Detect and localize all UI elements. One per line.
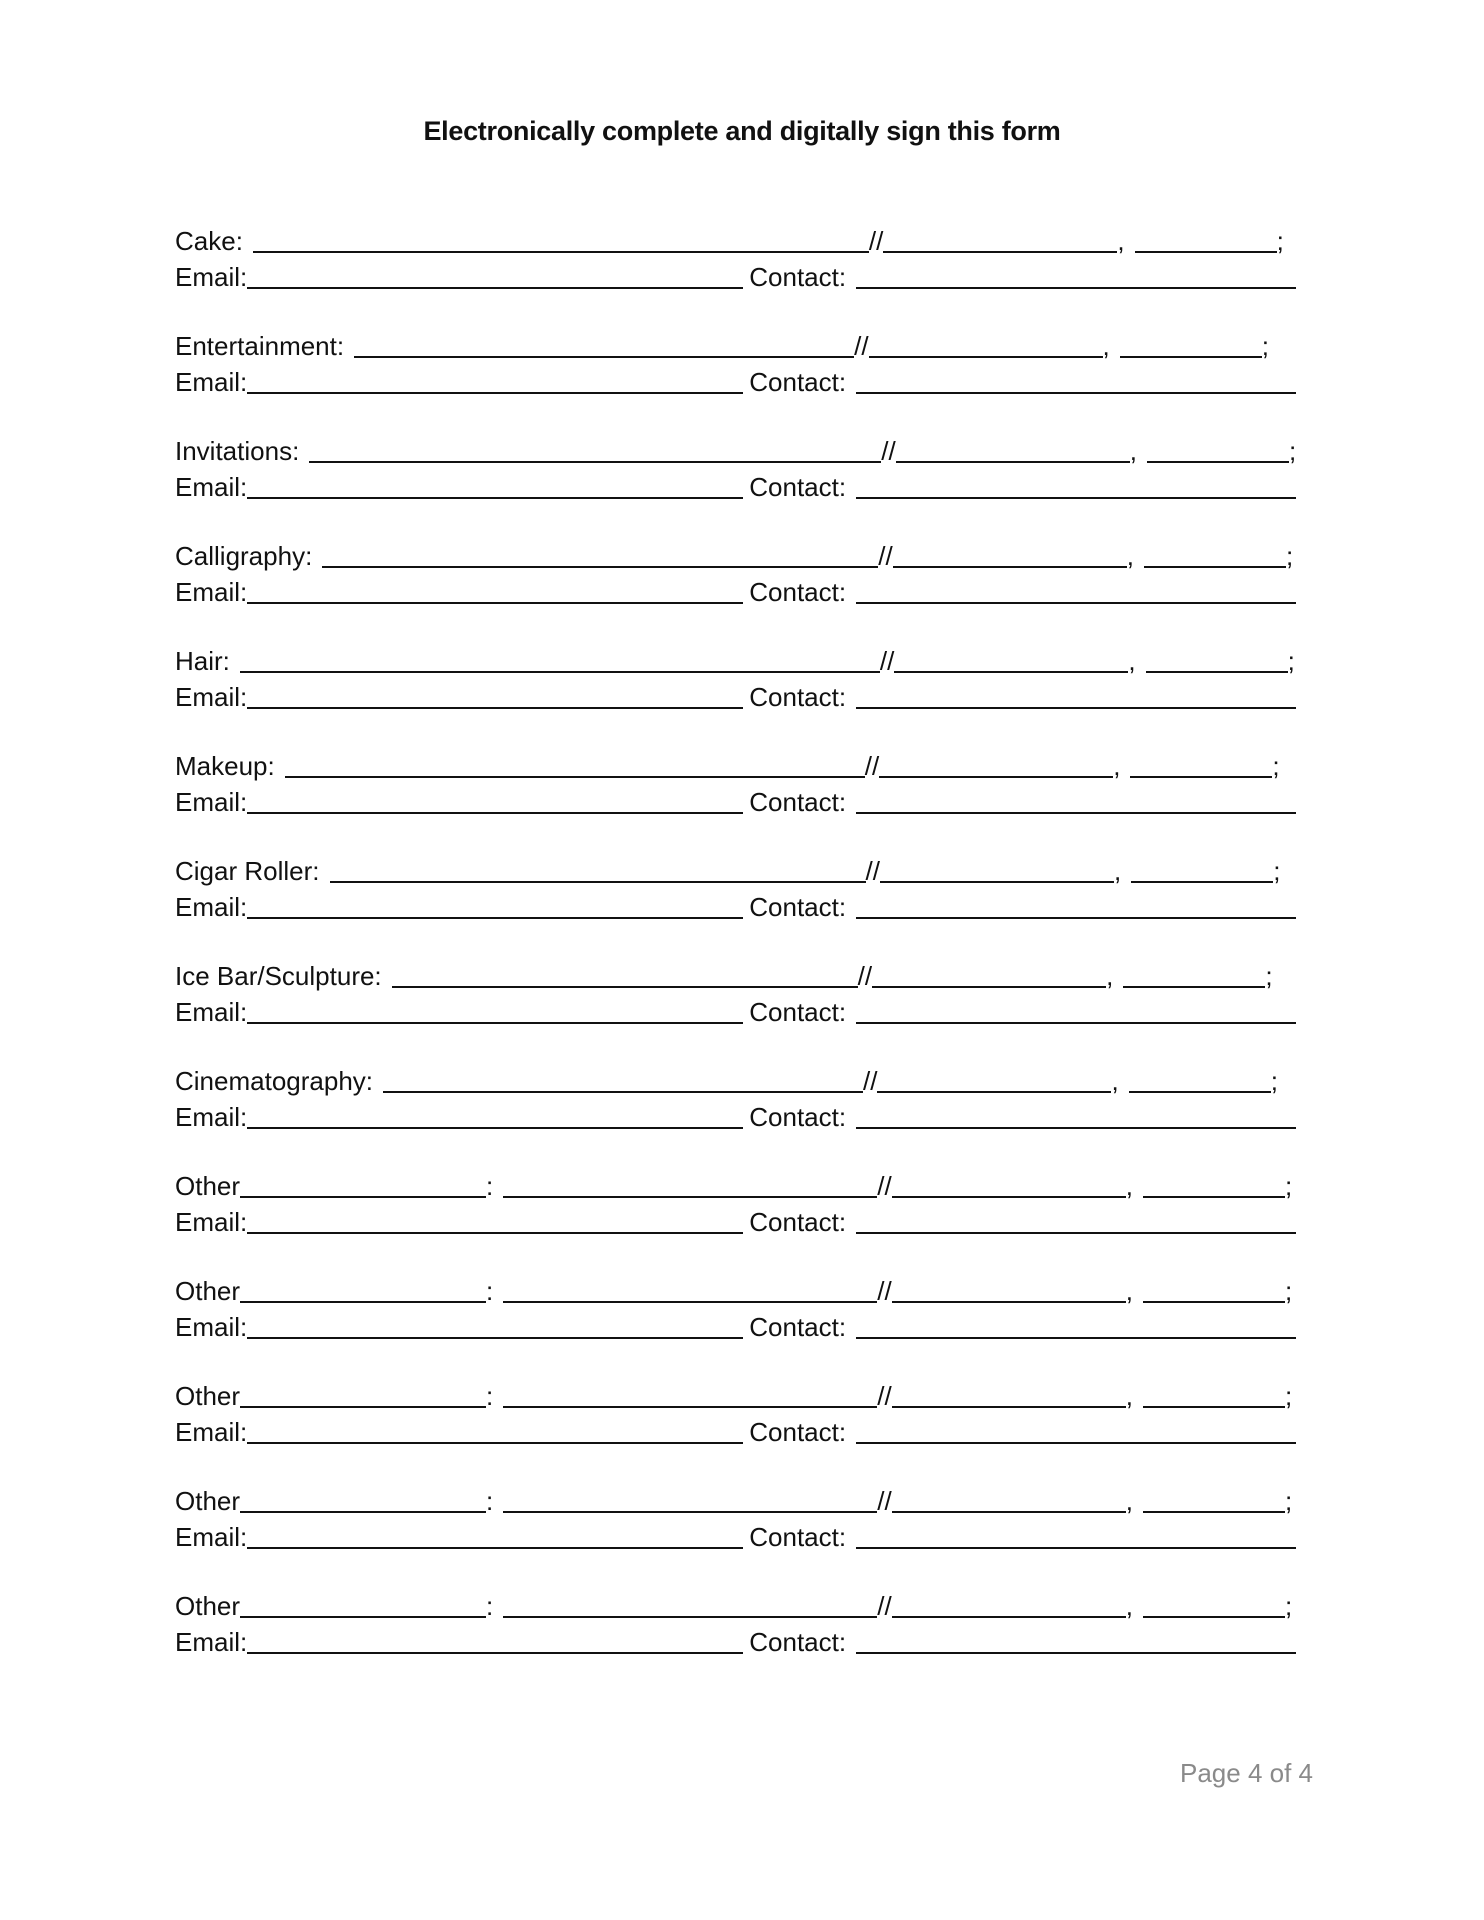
email-field[interactable]	[247, 1204, 743, 1234]
vendor-row	[175, 325, 1315, 361]
email-label: Email:	[175, 997, 248, 1027]
date-separator: //	[863, 1066, 878, 1096]
amount-field[interactable]	[1120, 328, 1262, 358]
vendor-label: Cigar Roller:	[175, 856, 320, 886]
vendor-row	[175, 1480, 1315, 1516]
contact-field[interactable]	[856, 1414, 1296, 1444]
comma-separator: ,	[1125, 1486, 1133, 1516]
vendor-form	[175, 220, 1315, 1690]
comma-separator: ,	[1125, 1381, 1133, 1411]
contact-field[interactable]	[856, 1099, 1296, 1129]
date-field[interactable]	[893, 538, 1127, 568]
vendor-name-field[interactable]	[253, 223, 869, 253]
vendor-label: Other	[175, 1591, 241, 1621]
semicolon-separator: ;	[1284, 1591, 1293, 1621]
other-category-field[interactable]	[240, 1168, 486, 1198]
comma-separator: ,	[1113, 751, 1121, 781]
amount-field[interactable]	[1147, 433, 1289, 463]
comma-separator: ,	[1125, 1591, 1133, 1621]
contact-label: Contact:	[749, 1207, 847, 1237]
vendor-label: Other	[175, 1171, 241, 1201]
email-contact-row	[175, 991, 1315, 1027]
email-label: Email:	[175, 367, 248, 397]
email-contact-row	[175, 886, 1315, 922]
vendor-label: Calligraphy:	[175, 541, 313, 571]
vendor-name-field[interactable]	[503, 1588, 877, 1618]
date-separator: //	[881, 436, 896, 466]
semicolon-separator: ;	[1272, 751, 1280, 781]
email-label: Email:	[175, 1102, 248, 1132]
email-field[interactable]	[247, 364, 743, 394]
comma-separator: ,	[1102, 331, 1110, 361]
page-number: Page 4 of 4	[1180, 1758, 1313, 1788]
colon-separator: :	[486, 1276, 494, 1306]
comma-separator: ,	[1111, 1066, 1119, 1096]
date-field[interactable]	[879, 748, 1113, 778]
email-contact-row	[175, 466, 1315, 502]
semicolon-separator: ;	[1287, 646, 1295, 676]
email-field[interactable]	[247, 259, 743, 289]
date-separator: //	[877, 1486, 892, 1516]
semicolon-separator: ;	[1273, 856, 1281, 886]
email-label: Email:	[175, 1312, 248, 1342]
date-field[interactable]	[894, 643, 1128, 673]
email-field[interactable]	[247, 1309, 743, 1339]
contact-label: Contact:	[749, 1522, 847, 1552]
semicolon-separator: ;	[1276, 226, 1284, 256]
vendor-entry-ice-bar-sculpture	[175, 955, 1315, 1060]
vendor-row	[175, 430, 1315, 466]
vendor-row	[175, 535, 1315, 571]
semicolon-separator: ;	[1285, 541, 1294, 571]
vendor-row	[175, 1375, 1315, 1411]
contact-label: Contact:	[749, 892, 847, 922]
vendor-name-field[interactable]	[330, 853, 866, 883]
vendor-row	[175, 745, 1315, 781]
vendor-entry-other-5	[175, 1585, 1315, 1690]
contact-label: Contact:	[749, 577, 847, 607]
amount-field[interactable]	[1135, 223, 1277, 253]
email-field[interactable]	[247, 1624, 743, 1654]
vendor-row	[175, 640, 1315, 676]
vendor-label: Entertainment:	[175, 331, 345, 361]
amount-field[interactable]	[1131, 853, 1273, 883]
contact-label: Contact:	[749, 997, 847, 1027]
colon-separator: :	[486, 1486, 494, 1516]
contact-label: Contact:	[749, 787, 847, 817]
other-category-field[interactable]	[240, 1588, 486, 1618]
vendor-entry-other-2	[175, 1270, 1315, 1375]
date-field[interactable]	[892, 1378, 1126, 1408]
email-label: Email:	[175, 577, 248, 607]
colon-separator: :	[486, 1591, 494, 1621]
date-field[interactable]	[880, 853, 1114, 883]
amount-field[interactable]	[1143, 1483, 1285, 1513]
amount-field[interactable]	[1129, 1063, 1271, 1093]
comma-separator: ,	[1125, 1171, 1133, 1201]
vendor-name-field[interactable]	[354, 328, 854, 358]
email-field[interactable]	[247, 1519, 743, 1549]
page-title: Electronically complete and digitally sign this form	[423, 116, 1061, 146]
semicolon-separator: ;	[1265, 961, 1273, 991]
vendor-name-field[interactable]	[503, 1168, 877, 1198]
contact-field[interactable]	[856, 1204, 1296, 1234]
contact-label: Contact:	[749, 682, 847, 712]
amount-field[interactable]	[1146, 643, 1288, 673]
contact-field[interactable]	[856, 889, 1296, 919]
date-field[interactable]	[877, 1063, 1111, 1093]
email-contact-row	[175, 1621, 1315, 1657]
colon-separator: :	[486, 1171, 494, 1201]
email-contact-row	[175, 256, 1315, 292]
semicolon-separator: ;	[1270, 1066, 1278, 1096]
contact-field[interactable]	[856, 784, 1296, 814]
semicolon-separator: ;	[1284, 1486, 1293, 1516]
contact-label: Contact:	[749, 1102, 847, 1132]
vendor-label: Cinematography:	[175, 1066, 373, 1096]
amount-field[interactable]	[1144, 538, 1286, 568]
email-contact-row	[175, 1516, 1315, 1552]
vendor-name-field[interactable]	[392, 958, 858, 988]
date-separator: //	[877, 1591, 892, 1621]
email-label: Email:	[175, 1522, 248, 1552]
vendor-name-field[interactable]	[322, 538, 878, 568]
email-label: Email:	[175, 472, 248, 502]
comma-separator: ,	[1126, 541, 1134, 571]
comma-separator: ,	[1129, 436, 1137, 466]
semicolon-separator: ;	[1261, 331, 1270, 361]
other-category-field[interactable]	[240, 1273, 486, 1303]
date-separator: //	[877, 1276, 892, 1306]
semicolon-separator: ;	[1284, 1276, 1293, 1306]
vendor-entry-cake	[175, 220, 1315, 325]
vendor-row	[175, 955, 1315, 991]
contact-field[interactable]	[856, 1309, 1296, 1339]
email-field[interactable]	[247, 1099, 743, 1129]
email-contact-row	[175, 781, 1315, 817]
email-contact-row	[175, 1306, 1315, 1342]
email-label: Email:	[175, 1627, 248, 1657]
vendor-row	[175, 850, 1315, 886]
vendor-label: Other	[175, 1381, 241, 1411]
email-field[interactable]	[247, 1414, 743, 1444]
date-separator: //	[864, 751, 880, 781]
email-label: Email:	[175, 682, 248, 712]
comma-separator: ,	[1125, 1276, 1133, 1306]
date-field[interactable]	[892, 1273, 1126, 1303]
vendor-label: Other	[175, 1486, 241, 1516]
vendor-entry-cinematography	[175, 1060, 1315, 1165]
amount-field[interactable]	[1130, 748, 1272, 778]
email-field[interactable]	[247, 469, 743, 499]
vendor-name-field[interactable]	[240, 643, 880, 673]
vendor-entry-makeup	[175, 745, 1315, 850]
vendor-entry-cigar-roller	[175, 850, 1315, 955]
vendor-row	[175, 1585, 1315, 1621]
vendor-name-field[interactable]	[383, 1063, 863, 1093]
vendor-label: Ice Bar/Sculpture:	[175, 961, 382, 991]
date-separator: //	[878, 541, 893, 571]
email-field[interactable]	[247, 574, 743, 604]
email-label: Email:	[175, 262, 248, 292]
semicolon-separator: ;	[1284, 1171, 1293, 1201]
colon-separator: :	[486, 1381, 494, 1411]
contact-field[interactable]	[856, 574, 1296, 604]
amount-field[interactable]	[1143, 1168, 1285, 1198]
vendor-entry-invitations	[175, 430, 1315, 535]
date-field[interactable]	[896, 433, 1130, 463]
vendor-label: Invitations:	[175, 436, 300, 466]
contact-field[interactable]	[856, 1519, 1296, 1549]
vendor-label: Hair:	[175, 646, 230, 676]
contact-label: Contact:	[749, 472, 847, 502]
vendor-name-field[interactable]	[503, 1483, 877, 1513]
comma-separator: ,	[1128, 646, 1136, 676]
vendor-entry-entertainment	[175, 325, 1315, 430]
email-field[interactable]	[247, 994, 743, 1024]
vendor-label: Makeup:	[175, 751, 275, 781]
contact-label: Contact:	[749, 262, 847, 292]
email-field[interactable]	[247, 679, 743, 709]
amount-field[interactable]	[1143, 1588, 1285, 1618]
email-label: Email:	[175, 1417, 248, 1447]
date-separator: //	[854, 331, 869, 361]
email-label: Email:	[175, 892, 248, 922]
email-label: Email:	[175, 787, 248, 817]
date-separator: //	[868, 226, 884, 256]
vendor-name-field[interactable]	[309, 433, 881, 463]
contact-field[interactable]	[856, 259, 1296, 289]
date-separator: //	[865, 856, 880, 886]
vendor-row	[175, 1060, 1315, 1096]
contact-field[interactable]	[856, 679, 1296, 709]
semicolon-separator: ;	[1284, 1381, 1293, 1411]
email-contact-row	[175, 1201, 1315, 1237]
date-field[interactable]	[892, 1168, 1126, 1198]
email-contact-row	[175, 571, 1315, 607]
contact-label: Contact:	[749, 1417, 847, 1447]
comma-separator: ,	[1117, 226, 1125, 256]
date-separator: //	[857, 961, 873, 991]
email-field[interactable]	[247, 784, 743, 814]
contact-label: Contact:	[749, 367, 847, 397]
other-category-field[interactable]	[240, 1378, 486, 1408]
semicolon-separator: ;	[1288, 436, 1297, 466]
vendor-entry-calligraphy	[175, 535, 1315, 640]
email-contact-row	[175, 676, 1315, 712]
date-separator: //	[879, 646, 895, 676]
date-field[interactable]	[869, 328, 1103, 358]
vendor-name-field[interactable]	[503, 1273, 877, 1303]
contact-field[interactable]	[856, 469, 1296, 499]
vendor-entry-other-3	[175, 1375, 1315, 1480]
vendor-row	[175, 1165, 1315, 1201]
vendor-row	[175, 1270, 1315, 1306]
amount-field[interactable]	[1123, 958, 1265, 988]
date-field[interactable]	[872, 958, 1106, 988]
vendor-entry-hair	[175, 640, 1315, 745]
comma-separator: ,	[1113, 856, 1122, 886]
vendor-label: Other	[175, 1276, 241, 1306]
vendor-name-field[interactable]	[285, 748, 865, 778]
contact-field[interactable]	[856, 364, 1296, 394]
date-field[interactable]	[892, 1483, 1126, 1513]
date-field[interactable]	[892, 1588, 1126, 1618]
date-separator: //	[877, 1171, 892, 1201]
contact-field[interactable]	[856, 1624, 1296, 1654]
email-contact-row	[175, 361, 1315, 397]
email-field[interactable]	[247, 889, 743, 919]
email-contact-row	[175, 1096, 1315, 1132]
amount-field[interactable]	[1143, 1378, 1285, 1408]
contact-label: Contact:	[749, 1312, 847, 1342]
date-separator: //	[877, 1381, 892, 1411]
other-category-field[interactable]	[240, 1483, 486, 1513]
email-contact-row	[175, 1411, 1315, 1447]
vendor-entry-other-4	[175, 1480, 1315, 1585]
vendor-name-field[interactable]	[503, 1378, 877, 1408]
vendor-entry-other-1	[175, 1165, 1315, 1270]
amount-field[interactable]	[1143, 1273, 1285, 1303]
vendor-label: Cake:	[175, 226, 243, 256]
vendor-row	[175, 220, 1315, 256]
date-field[interactable]	[883, 223, 1117, 253]
email-label: Email:	[175, 1207, 248, 1237]
comma-separator: ,	[1106, 961, 1114, 991]
contact-label: Contact:	[749, 1627, 847, 1657]
contact-field[interactable]	[856, 994, 1296, 1024]
